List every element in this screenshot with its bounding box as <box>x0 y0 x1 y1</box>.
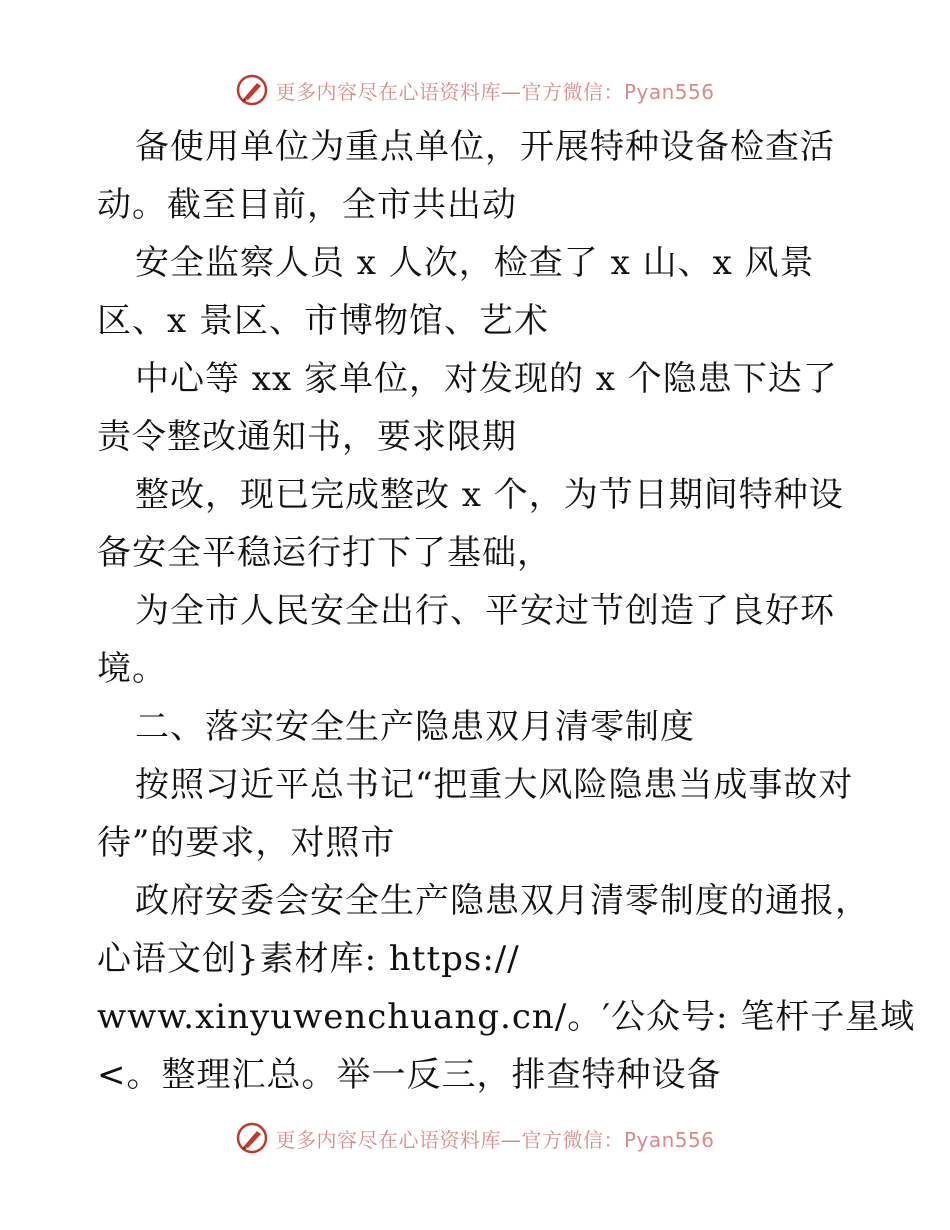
section-heading: 二、落实安全生产隐患双月清零制度 <box>135 707 695 747</box>
text-line: 心语文创}素材库: https:// <box>97 939 520 979</box>
text-line: 为全市人民安全出行、平安过节创造了良好环 <box>135 591 835 631</box>
text-line: 备安全平稳运行打下了基础， <box>97 533 552 573</box>
text-line: 备使用单位为重点单位，开展特种设备检查活 <box>135 127 835 167</box>
pen-logo-icon <box>235 1121 269 1155</box>
text-line: 动。截至目前，全市共出动 <box>97 185 517 225</box>
document-body <box>97 118 916 1104</box>
watermark-top <box>0 70 950 110</box>
pen-logo-icon <box>235 73 269 107</box>
text-line: 境。 <box>97 649 167 689</box>
text-line: 政府安委会安全生产隐患双月清零制度的通报， <box>135 881 870 921</box>
text-line: 待”的要求，对照市 <box>97 823 396 863</box>
text-line: 安全监察人员 x 人次，检查了 x 山、x 风景 <box>135 243 815 283</box>
text-line: www.xinyuwenchuang.cn/。′公众号: 笔杆子星域 <box>97 997 916 1037</box>
text-line: 中心等 xx 家单位，对发现的 x 个隐患下达了 <box>135 359 838 399</box>
watermark-bottom <box>0 1118 950 1158</box>
text-line: 整改，现已完成整改 x 个，为节日期间特种设 <box>135 475 844 515</box>
text-line: 区、x 景区、市博物馆、艺术 <box>97 301 549 341</box>
text-line: 按照习近平总书记“把重大风险隐患当成事故对 <box>135 765 854 805</box>
watermark-text: 更多内容尽在心语资料库—官方微信：Pyan556 <box>275 79 715 104</box>
text-line: <。整理汇总。举一反三，排查特种设备 <box>97 1055 722 1095</box>
text-line: 责令整改通知书，要求限期 <box>97 417 517 457</box>
watermark-text: 更多内容尽在心语资料库—官方微信：Pyan556 <box>275 1127 715 1152</box>
